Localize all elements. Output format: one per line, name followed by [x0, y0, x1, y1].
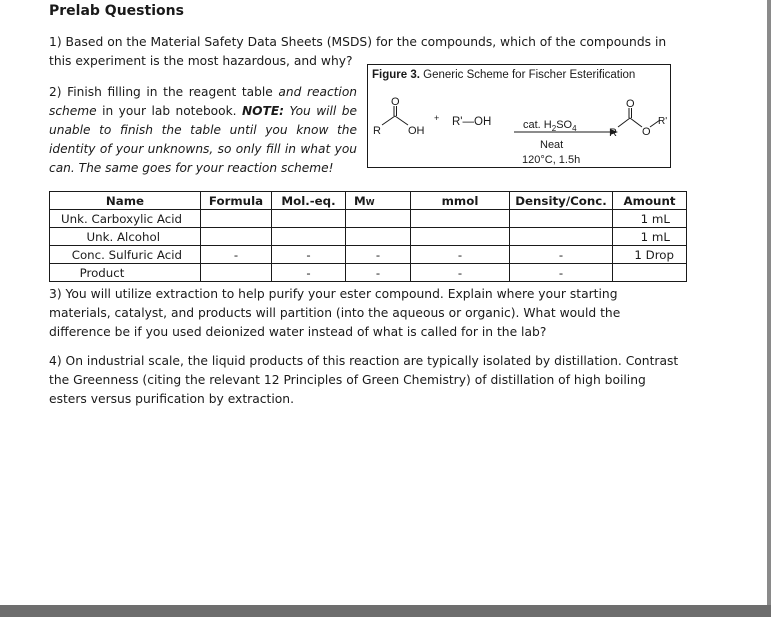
conditions-label: 120°C, 1.5h [522, 154, 581, 166]
viewer-bottom-border [0, 605, 771, 617]
question-1: 1) Based on the Material Safety Data Sheets (MSDS) for the compounds, which of the compounds in this experiment is the most hazardous, and why? [49, 35, 667, 68]
header-mw: MW [346, 192, 411, 210]
cell-density: - [510, 246, 613, 264]
cell-density: - [510, 264, 613, 282]
cell-mw [346, 210, 411, 228]
ester-bond-1 [618, 118, 630, 127]
reagent-table [49, 191, 687, 282]
cell-amount: 1 mL [613, 210, 687, 228]
cell-amount: 1 mL [613, 228, 687, 246]
header-mmol: mmol [411, 192, 510, 210]
cell-mmol: - [411, 264, 510, 282]
cell-moleq [272, 210, 346, 228]
ester-Rprime-label: R' [658, 116, 668, 127]
acid-bond-left [382, 116, 395, 125]
header-formula: Formula [201, 192, 272, 210]
cell-mw: - [346, 264, 411, 282]
cell-amount [613, 264, 687, 282]
question-2 [49, 83, 357, 178]
acid-O-label: O [391, 96, 400, 108]
figure-fischer-esterification [367, 64, 671, 168]
solvent-label: Neat [540, 139, 564, 151]
cell-mmol [411, 210, 510, 228]
cell-mmol [411, 228, 510, 246]
acid-bond-right [395, 116, 408, 125]
q2-note: NOTE: [241, 104, 285, 118]
table-row [50, 246, 687, 264]
q2-italic-1: and reaction scheme [49, 85, 357, 118]
ester-carbonyl-O-label: O [626, 98, 635, 110]
cell-name: Unk. Carboxylic Acid [50, 210, 201, 228]
header-density: Density/Conc. [510, 192, 613, 210]
cell-moleq: - [272, 264, 346, 282]
cell-mw [346, 228, 411, 246]
header-name: Name [50, 192, 201, 210]
cell-formula [201, 228, 272, 246]
ester-bond-2 [630, 118, 642, 127]
figure-caption-label: Figure 3. [372, 69, 420, 81]
figure-caption-text: Generic Scheme for Fischer Esterification [419, 69, 636, 81]
cell-name: Conc. Sulfuric Acid [50, 246, 201, 264]
page-title: Prelab Questions [49, 3, 184, 19]
acid-R-label: R [373, 125, 381, 137]
header-moleq: Mol.-eq. [272, 192, 346, 210]
cell-moleq [272, 228, 346, 246]
cell-name: Product [50, 264, 201, 282]
reaction-scheme [368, 65, 672, 169]
cell-mw: - [346, 246, 411, 264]
catalyst-label: cat. $H_2SO_4$ [523, 119, 577, 133]
header-amount: Amount [613, 192, 687, 210]
cell-formula [201, 264, 272, 282]
acid-OH-label: OH [408, 125, 425, 137]
table-row [50, 264, 687, 282]
cell-moleq: - [272, 246, 346, 264]
cell-formula [201, 210, 272, 228]
cell-density [510, 228, 613, 246]
cell-amount: 1 Drop [613, 246, 687, 264]
table-header-row [50, 192, 687, 210]
cell-name: Unk. Alcohol [50, 228, 201, 246]
q2-prefix: 2) Finish filling in the reagent table [49, 85, 279, 99]
q2-italic-2: You will be unable to finish the table until you know the identity of your unknowns, so only fill in what you can. The same goes for your reaction scheme! [49, 104, 357, 175]
plus-sign: + [434, 113, 440, 123]
table-row [50, 228, 687, 246]
viewer-right-border [767, 0, 771, 605]
alcohol-label: R'—OH [452, 116, 492, 128]
ester-O-label: O [642, 126, 651, 138]
table-row [50, 210, 687, 228]
q2-mid: in your lab notebook. [96, 104, 242, 118]
cell-formula: - [201, 246, 272, 264]
question-4: 4) On industrial scale, the liquid products of this reaction are typically isolated by distillation. Contrast the Greenness (citing the relevant 12 Principles of Green Chemistry) of distillation of high boiling esters versus purification by extraction. [49, 354, 679, 406]
ester-R-label: R [609, 127, 617, 139]
cell-density [510, 210, 613, 228]
question-3: 3) You will utilize extraction to help purify your ester compound. Explain where your starting materials, catalyst, and products will partition (into the aqueous or organic). What would the difference be if you used deionized water instead of what is called for in the lab? [49, 287, 621, 339]
cell-mmol: - [411, 246, 510, 264]
